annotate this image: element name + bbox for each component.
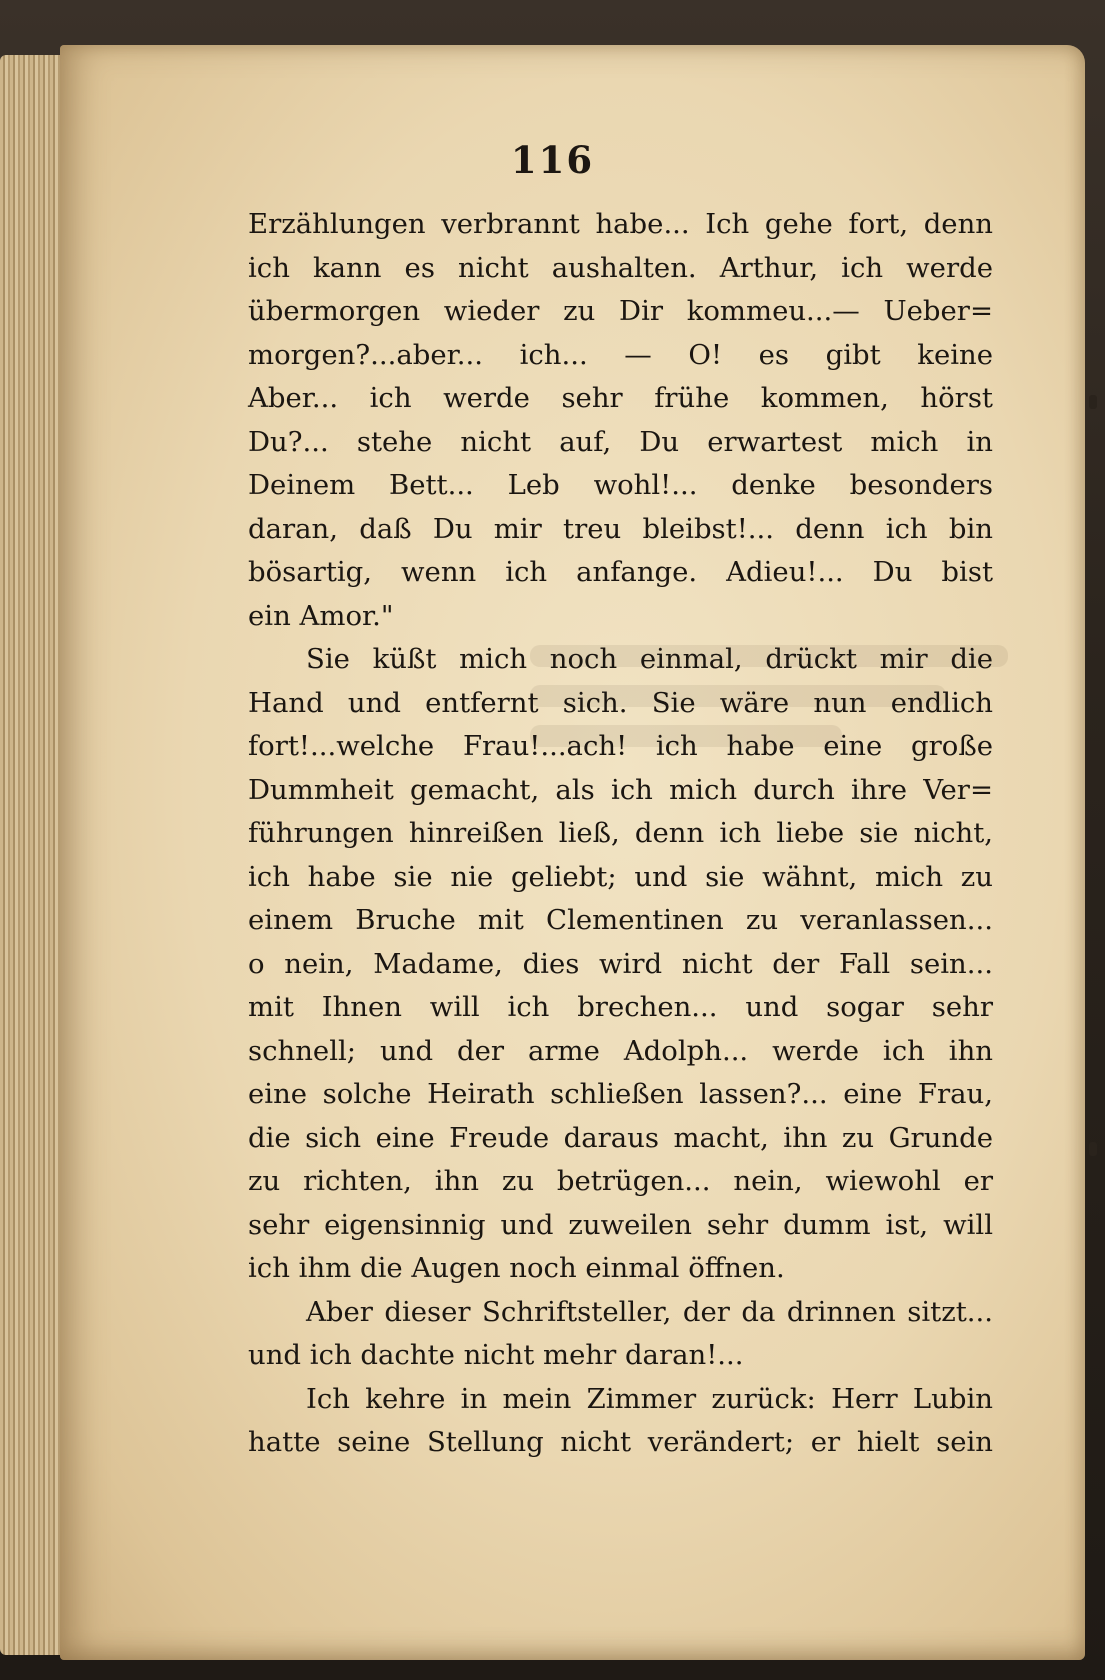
text-line: Erzählungen verbrannt habe... Ich gehe fort, denn <box>248 208 993 240</box>
text-line: einem Bruche mit Clementinen zu veranlassen... <box>248 904 993 936</box>
text-line: fort!...welche Frau!...ach! ich habe eine große <box>248 730 993 762</box>
text-line: Du?... stehe nicht auf, Du erwartest mich in <box>248 425 993 458</box>
text-line: sehr eigensinnig und zuweilen sehr dumm ist, will <box>248 1208 993 1241</box>
text-line: daran, daß Du mir treu bleibst!... denn ich bin <box>248 512 993 545</box>
text-line: Aber dieser Schriftsteller, der da drinnen sitzt... <box>306 1295 993 1328</box>
page-number: 116 <box>510 138 595 182</box>
text-line: ich ihm die Augen noch einmal öffnen. <box>248 1252 785 1284</box>
text-line: bösartig, wenn ich anfange. Adieu!... Du bist <box>248 556 993 588</box>
text-line: ein Amor." <box>248 599 394 632</box>
text-line: Ich kehre in mein Zimmer zurück: Herr Lubin <box>306 1382 993 1415</box>
text-line: übermorgen wieder zu Dir kommeu...— Ueber= <box>248 295 993 327</box>
text-line: zu richten, ihn zu betrügen... nein, wiewohl er <box>248 1165 993 1197</box>
body-text <box>248 203 993 1465</box>
text-line: Hand und entfernt sich. Sie wäre nun endlich <box>248 686 993 719</box>
text-line: eine solche Heirath schließen lassen?... eine Frau, <box>248 1078 993 1110</box>
text-line: Deinem Bett... Leb wohl!... denke besonders <box>248 469 993 501</box>
text-line: Aber... ich werde sehr frühe kommen, hörst <box>248 382 993 414</box>
text-line: führungen hinreißen ließ, denn ich liebe sie nicht, <box>248 817 993 849</box>
text-line: hatte seine Stellung nicht verändert; er hielt sein <box>248 1426 993 1458</box>
text-line: ich kann es nicht aushalten. Arthur, ich werde <box>248 251 993 284</box>
text-line: morgen?...aber... ich... — O! es gibt keine <box>248 338 993 371</box>
page-edge-mark <box>1089 395 1097 409</box>
text-line: mit Ihnen will ich brechen... und sogar sehr <box>248 991 993 1023</box>
text-line: Dummheit gemacht, als ich mich durch ihre Ver= <box>248 773 993 806</box>
page-edge-mark <box>1089 1142 1097 1156</box>
text-line: schnell; und der arme Adolph... werde ich ihn <box>248 1034 993 1067</box>
text-line: Sie küßt mich noch einmal, drückt mir die <box>306 643 993 675</box>
text-line: ich habe sie nie geliebt; und sie wähnt, mich zu <box>248 860 993 893</box>
text-line: und ich dachte nicht mehr daran!... <box>248 1339 744 1371</box>
text-line: o nein, Madame, dies wird nicht der Fall sein... <box>248 947 993 980</box>
text-line: die sich eine Freude daraus macht, ihn zu Grunde <box>248 1121 993 1154</box>
